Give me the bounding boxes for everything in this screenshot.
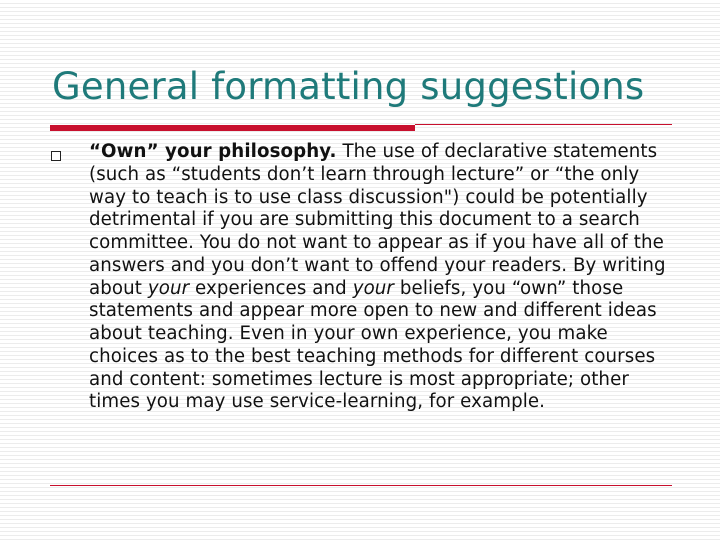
bullet-emphasis-1: your: [147, 277, 190, 299]
bullet-lead: “Own” your philosophy.: [89, 141, 337, 162]
bottom-divider: [50, 485, 672, 486]
bullet-paragraph: [89, 141, 679, 414]
bullet-text-3: beliefs, you “own” those statements and appear more open to new and different ideas about teaching. Even in your own experience, you make choices as to the best teaching methods for different courses and content: sometimes lecture is most appropriate; other times you may use service-learning, for example.: [89, 277, 657, 413]
title-underline-thin: [415, 124, 672, 125]
slide-title: General formatting suggestions: [52, 65, 645, 108]
bullet-text-1: The use of declarative statements (such as “students don’t learn through lecture” or “the only way to teach is to use class discussion") could be potentially detrimental if you are submitting this document to a search committee. You do not want to appear as if you have all of the answers and you don’t want to offend your readers. By writing about: [89, 141, 666, 299]
hollow-square-bullet-icon: [51, 151, 61, 161]
title-underline-thick: [50, 125, 415, 131]
bullet-emphasis-2: your: [352, 277, 394, 299]
bullet-text-2: experiences and: [189, 277, 353, 299]
